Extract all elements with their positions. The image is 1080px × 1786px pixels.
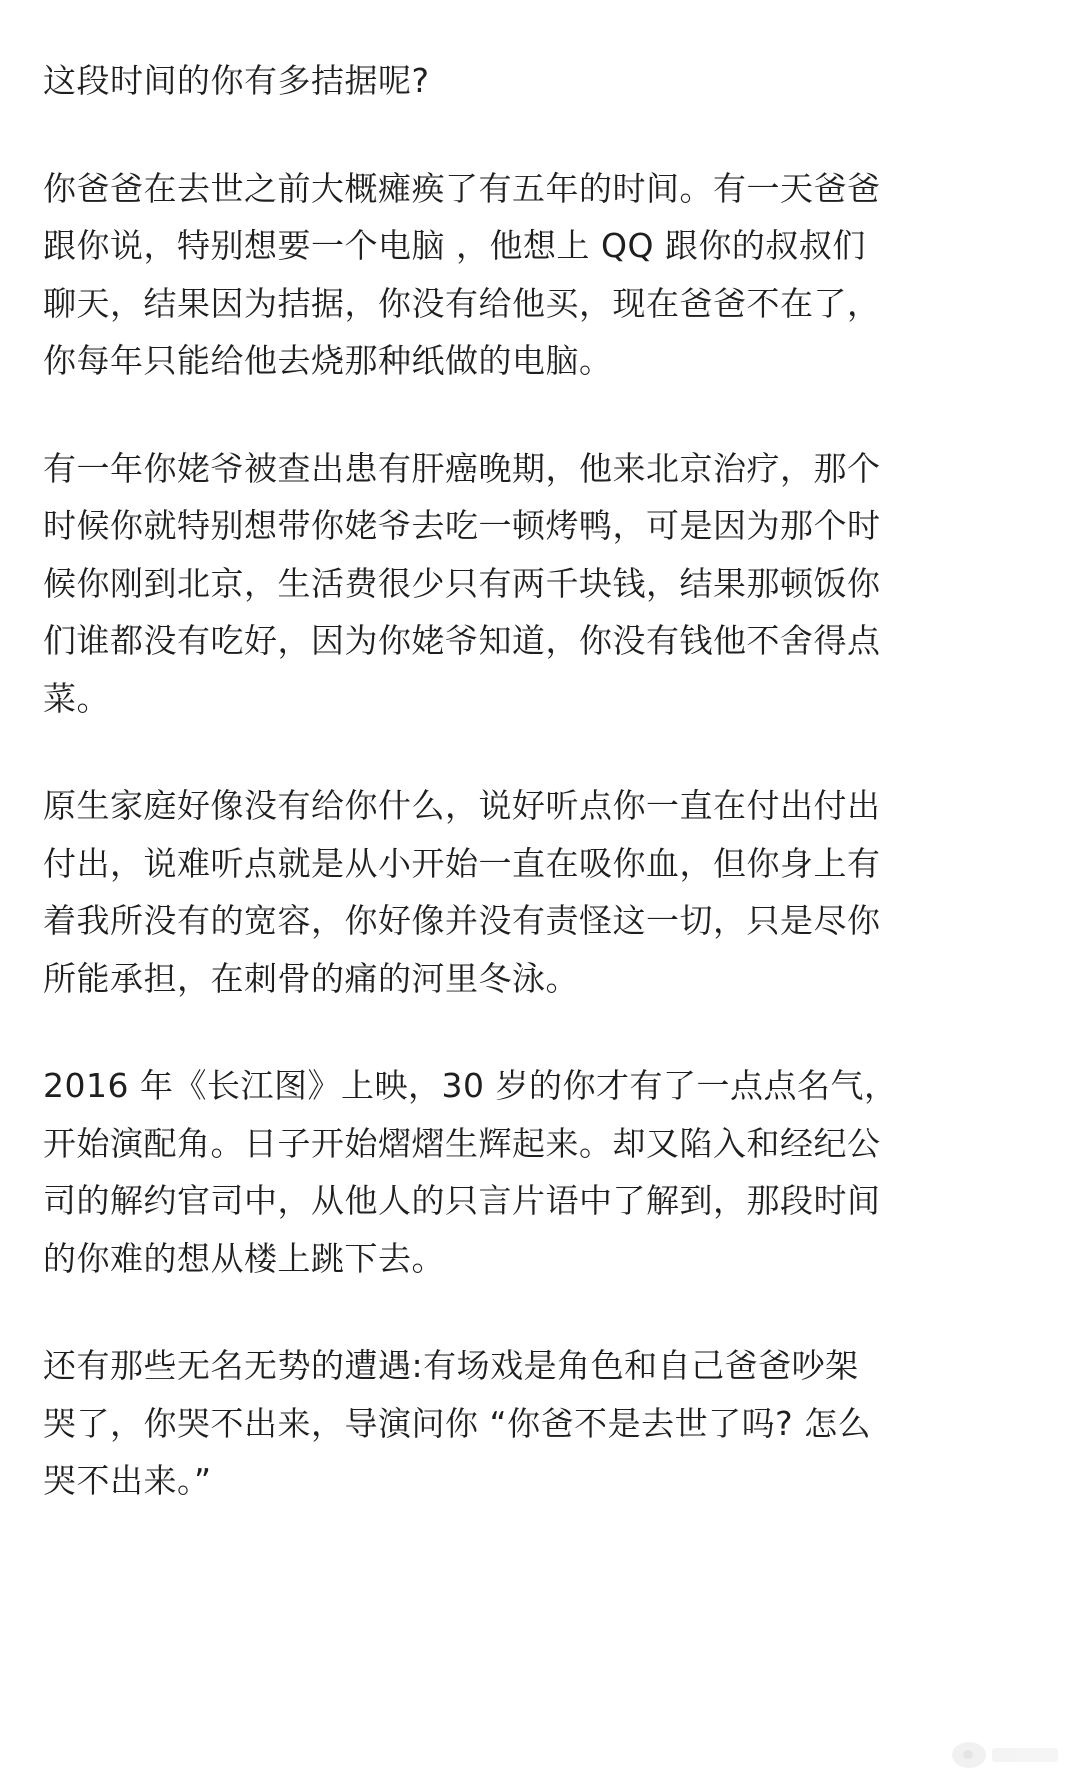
paragraph-gap — [43, 390, 1043, 440]
paragraph-line: 聊天，结果因为拮据，你没有给他买，现在爸爸不在了， — [43, 283, 881, 323]
paragraph-line: 原生家庭好像没有给你什么，说好听点你一直在付出付出 — [43, 786, 881, 825]
paragraph-line: 时候你就特别想带你姥爷去吃一顿烤鸭，可是因为那个时 — [43, 506, 881, 545]
weibo-watermark — [952, 1742, 1058, 1768]
paragraph-6 — [43, 1337, 1043, 1510]
paragraph-line: 有一年你姥爷被查出患有肝癌晚期，他来北京治疗，那个 — [43, 448, 881, 488]
paragraph-line: 跟你说，特别想要一个电脑 ，他想上 QQ 跟你的叔叔们 — [43, 226, 866, 265]
paragraph-line: 这段时间的你有多拮据呢? — [43, 61, 430, 100]
paragraph-line: 们谁都没有吃好，因为你姥爷知道，你没有钱他不舍得点 — [43, 621, 881, 660]
paragraph-line: 着我所没有的宽容，你好像并没有责怪这一切，只是尽你 — [43, 901, 881, 940]
paragraph-line: 2016 年《长江图》上映，30 岁的你才有了一点点名气， — [43, 1066, 898, 1105]
paragraph-line: 司的解约官司中，从他人的只言片语中了解到，那段时间 — [43, 1181, 881, 1220]
paragraph-line: 还有那些无名无势的遭遇:有场戏是角色和自己爸爸吵架 — [43, 1346, 859, 1385]
paragraph-line: 开始演配角。日子开始熠熠生辉起来。却又陷入和经纪公 — [43, 1123, 881, 1163]
paragraph-gap — [43, 110, 1043, 160]
paragraph-4 — [43, 777, 1043, 1007]
paragraph-1 — [43, 52, 1043, 110]
paragraph-gap — [43, 1287, 1043, 1337]
paragraph-line: 所能承担，在刺骨的痛的河里冬泳。 — [43, 958, 579, 998]
paragraph-2 — [43, 160, 1043, 390]
watermark-text-blur — [992, 1748, 1058, 1762]
paragraph-line: 哭了，你哭不出来，导演问你 “你爸不是去世了吗? 怎么 — [43, 1403, 872, 1443]
paragraph-line: 菜。 — [43, 678, 110, 718]
paragraph-line: 候你刚到北京，生活费很少只有两千块钱，结果那顿饭你 — [43, 563, 881, 603]
paragraph-line: 付出，说难听点就是从小开始一直在吸你血，但你身上有 — [43, 843, 881, 883]
weibo-watermark-icon — [952, 1742, 986, 1768]
paragraph-3 — [43, 440, 1043, 728]
paragraph-line: 你爸爸在去世之前大概瘫痪了有五年的时间。有一天爸爸 — [43, 168, 881, 208]
paragraph-line: 的你难的想从楼上跳下去。 — [43, 1238, 445, 1278]
paragraph-gap — [43, 727, 1043, 777]
paragraph-line: 哭不出来。” — [43, 1461, 212, 1500]
paragraph-gap — [43, 1007, 1043, 1057]
paragraph-5 — [43, 1057, 1043, 1287]
article-body — [43, 52, 1043, 1510]
paragraph-line: 你每年只能给他去烧那种纸做的电脑。 — [43, 341, 613, 380]
